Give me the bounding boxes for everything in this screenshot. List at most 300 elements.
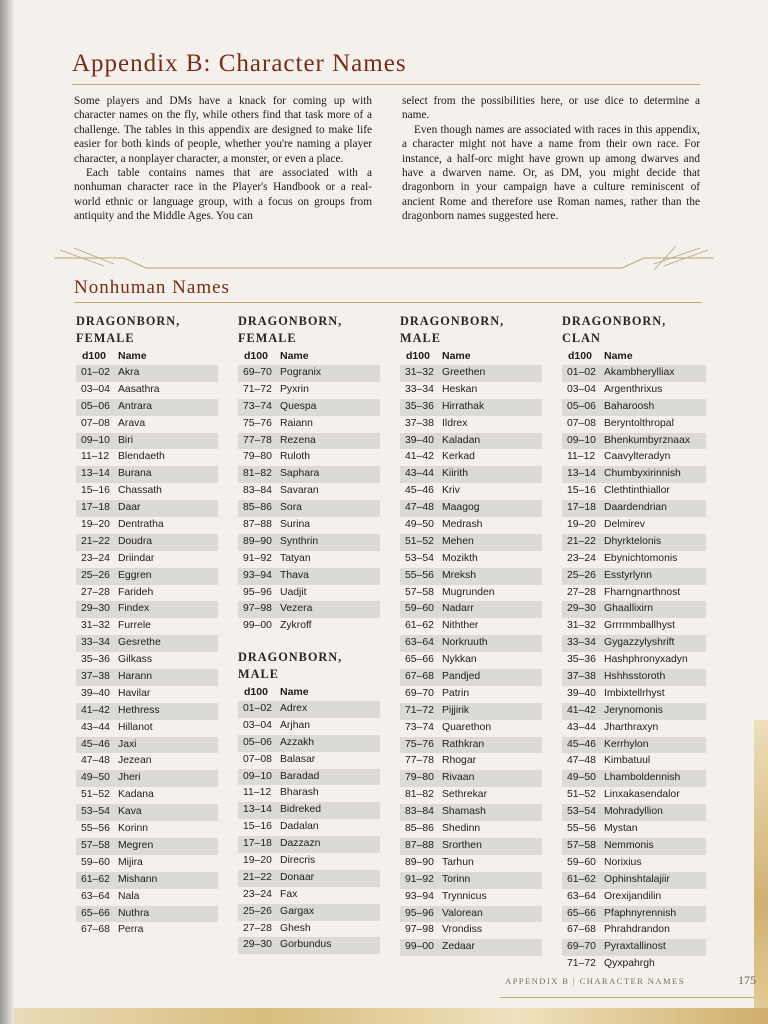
roll-cell: 79–80 [243,451,272,463]
roll-cell: 31–32 [405,367,434,378]
name-cell: Pogranix [280,367,322,378]
roll-cell: 05–06 [243,736,272,748]
table-row [76,804,218,821]
roll-cell: 29–30 [243,939,272,951]
header-name: Name [118,350,147,362]
roll-cell: 01–02 [567,367,596,378]
table-row [76,737,218,754]
roll-cell: 41–42 [81,704,110,716]
name-cell: Rathkran [442,738,485,750]
roll-cell: 95–96 [405,907,434,919]
table-row [562,500,706,517]
table-row [562,365,706,382]
name-cell: Argenthrixus [604,383,663,395]
name-cell: Gilkass [118,654,153,666]
table-row [76,686,218,703]
table-row [238,921,380,938]
table-row [400,585,542,602]
roll-cell: 97–98 [405,924,434,936]
name-cell: Shamash [442,806,486,818]
table-dragonborn-female-2 [238,313,380,635]
name-cell: Jheri [118,772,141,784]
page-number: 175 [738,973,756,987]
table-row [400,821,542,838]
table-row [238,500,380,517]
table-row [562,889,706,906]
intro-paragraph: Some players and DMs have a knack for coming up with character names on the fly, while others find that task more of a challenge. The tables in this appendix are designed to make life easier for both kinds of people, whether you're naming a player character, a nonplayer character, a monster, or even a place. [74,95,372,165]
name-cell: Zykroff [280,620,312,632]
name-cell: Arjhan [280,719,311,731]
table-row [76,922,218,939]
table-row [400,939,542,956]
table-row [562,601,706,618]
table-row [562,534,706,551]
table-row [562,399,706,416]
roll-cell: 21–22 [567,535,596,547]
gold-page-border [754,720,768,1024]
roll-cell: 55–56 [81,823,110,835]
table-row [562,416,706,433]
table-row [238,853,380,870]
header-name: Name [442,350,471,362]
table-row [562,652,706,669]
table-row [562,466,706,483]
table-row [76,601,218,618]
name-cell: Savaran [280,485,319,497]
roll-cell: 43–44 [567,721,596,733]
name-cell: Torinn [442,873,471,885]
table-row [562,635,706,652]
table-row [562,753,706,770]
roll-cell: 77–78 [405,755,434,767]
book-spine-shadow [0,0,14,1024]
table-row [400,635,542,652]
name-cell: Pyxrin [280,383,309,395]
table-row [562,551,706,568]
table-header [238,348,380,365]
table-row [400,737,542,754]
name-cell: Pfaphnyrennish [604,907,677,919]
name-cell: Qyxpahrgh [604,958,655,970]
table-row [562,703,706,720]
roll-cell: 73–74 [405,721,434,733]
name-cell: Surina [280,519,311,531]
table-row [400,500,542,517]
table-row [400,787,542,804]
name-cell: Findex [118,603,150,615]
roll-cell: 45–46 [81,738,110,750]
table-row [400,449,542,466]
table-row [400,399,542,416]
table-row [238,718,380,735]
table-row [76,517,218,534]
roll-cell: 53–54 [81,806,110,818]
roll-cell: 79–80 [405,772,434,784]
name-cell: Kava [118,806,142,818]
name-cell: Quespa [280,400,317,412]
name-cell: Kaladan [442,434,481,446]
roll-cell: 65–66 [81,907,110,919]
name-cell: Srorthen [442,839,482,851]
table-row [76,365,218,382]
intro-paragraph: Each table contains names that are associated with a nonhuman character race in the Player's Handbook or a real-world ethnic or language group, with a focus on groups from antiquity and the Middle Ages. You can [74,167,372,223]
table-row [562,922,706,939]
roll-cell: 45–46 [567,738,596,750]
table-row [562,906,706,923]
name-cell: Balasar [280,753,316,765]
name-cell: Lhamboldennish [604,772,681,784]
roll-cell: 23–24 [81,552,110,564]
name-cell: Mystan [604,823,638,835]
table-header [76,348,218,365]
roll-cell: 41–42 [567,704,596,716]
roll-cell: 65–66 [567,907,596,919]
roll-cell: 25–26 [567,569,596,581]
name-cell: Patrin [442,687,470,699]
roll-cell: 47–48 [567,755,596,767]
roll-cell: 29–30 [81,603,110,615]
table-row [76,838,218,855]
roll-cell: 09–10 [243,770,272,782]
roll-cell: 55–56 [567,823,596,835]
table-row [400,517,542,534]
roll-cell: 67–68 [81,924,110,936]
roll-cell: 51–52 [567,789,596,801]
name-cell: Kerrhylon [604,738,649,750]
roll-cell: 85–86 [243,502,272,514]
roll-cell: 09–10 [81,434,110,446]
table-row [238,836,380,853]
header-roll: d100 [568,350,592,362]
roll-cell: 39–40 [81,687,110,699]
name-cell: Perra [118,924,144,936]
table-dragonborn-male-1 [238,649,380,954]
roll-cell: 63–64 [567,890,596,902]
roll-cell: 57–58 [405,586,434,598]
roll-cell: 89–90 [405,856,434,868]
table-row [562,433,706,450]
roll-cell: 69–70 [567,941,596,953]
roll-cell: 17–18 [243,838,272,850]
name-cell: Gargax [280,905,315,917]
table-body [238,701,380,954]
roll-cell: 91–92 [405,873,434,885]
name-cell: Tarhun [442,856,474,868]
name-cell: Kiirith [442,468,468,480]
decorative-divider-ornament [54,246,714,272]
name-cell: Akambherylliax [604,367,675,378]
roll-cell: 61–62 [405,620,434,632]
table-row [562,737,706,754]
name-cell: Delmirev [604,519,645,531]
roll-cell: 13–14 [567,468,596,480]
name-cell: Rezena [280,434,316,446]
roll-cell: 51–52 [405,535,434,547]
name-cell: Kadana [118,789,154,801]
title-rule [72,84,700,85]
table-body [400,365,542,956]
name-cell: Orexijandilin [604,890,662,902]
section-title: Nonhuman Names [74,277,230,298]
roll-cell: 83–84 [243,485,272,497]
roll-cell: 93–94 [243,569,272,581]
name-cell: Mreksh [442,569,477,581]
roll-cell: 71–72 [405,704,434,716]
table-row [238,365,380,382]
name-cell: Harann [118,671,153,683]
name-cell: Gygazzylyshrift [604,637,675,649]
table-header [400,348,542,365]
table-row [400,365,542,382]
table-row [238,887,380,904]
name-cell: Chumbyxirinnish [604,468,681,480]
name-cell: Dazzazn [280,838,321,850]
table-title: DRAGONBORN, MALE [400,314,505,345]
name-cell: Driindar [118,552,155,564]
name-cell: Blendaeth [118,451,165,463]
table-row [238,769,380,786]
roll-cell: 21–22 [243,871,272,883]
table-header [562,348,706,365]
roll-cell: 31–32 [567,620,596,632]
name-cell: Raiann [280,417,313,429]
roll-cell: 07–08 [243,753,272,765]
table-row [238,466,380,483]
header-roll: d100 [82,350,106,362]
table-row [562,568,706,585]
roll-cell: 85–86 [405,823,434,835]
name-cell: Chassath [118,485,162,497]
header-name: Name [280,350,309,362]
roll-cell: 33–34 [567,637,596,649]
name-cell: Mehen [442,535,474,547]
name-cell: Direcris [280,855,316,867]
name-cell: Farideh [118,586,154,598]
name-cell: Hshhsstoroth [604,671,666,683]
roll-cell: 67–68 [405,671,434,683]
roll-cell: 31–32 [81,620,110,632]
table-row [400,466,542,483]
name-cell: Phrahdrandon [604,924,670,936]
roll-cell: 71–72 [567,958,596,970]
roll-cell: 21–22 [81,535,110,547]
roll-cell: 11–12 [243,787,272,799]
table-row [238,568,380,585]
table-dragonborn-female-1 [76,313,218,939]
table-row [76,703,218,720]
page-title: Appendix B: Character Names [72,50,407,77]
name-cell: Pandjed [442,671,481,683]
table-row [76,483,218,500]
table-title: DRAGONBORN, [76,314,181,328]
table-dragonborn-male-2 [400,313,542,956]
name-cell: Mozikth [442,552,478,564]
intro-column-left [74,94,372,224]
name-cell: Eggren [118,569,152,581]
name-cell: Biri [118,434,134,446]
name-cell: Baharoosh [604,400,655,412]
name-cell: Nykkan [442,654,477,666]
name-cell: Nuthra [118,907,150,919]
name-cell: Jaxi [118,738,137,750]
name-cell: Saphara [280,468,320,480]
roll-cell: 71–72 [243,383,272,395]
running-footer: APPENDIX B | CHARACTER NAMES [505,976,685,986]
roll-cell: 37–38 [567,671,596,683]
name-cell: Rhogar [442,755,477,767]
header-roll: d100 [244,686,268,698]
table-row [76,635,218,652]
table-row [562,483,706,500]
table-row [238,904,380,921]
table-row [238,752,380,769]
name-cell: Fax [280,888,298,900]
table-row [76,585,218,602]
name-cell: Vezera [280,603,313,615]
table-dragonborn-clan [562,313,706,973]
name-cell: Dhyrktelonis [604,535,662,547]
name-cell: Pyraxtallinost [604,941,666,953]
name-cell: Bharash [280,787,319,799]
roll-cell: 63–64 [405,637,434,649]
roll-cell: 69–70 [405,687,434,699]
roll-cell: 27–28 [243,922,272,934]
table-row [562,449,706,466]
roll-cell: 25–26 [81,569,110,581]
table-title: DRAGONBORN, [238,314,343,328]
table-row [400,534,542,551]
roll-cell: 09–10 [567,434,596,446]
roll-cell: 03–04 [81,383,110,395]
roll-cell: 99–00 [405,941,434,953]
section-rule [74,302,702,303]
table-row [76,652,218,669]
name-cell: Doudra [118,535,153,547]
roll-cell: 07–08 [81,417,110,429]
name-cell: Hashphronyxadyn [604,654,688,666]
table-row [238,449,380,466]
table-row [238,551,380,568]
table-row [238,585,380,602]
roll-cell: 93–94 [405,890,434,902]
table-row [400,720,542,737]
table-row [400,906,542,923]
roll-cell: 19–20 [81,519,110,531]
table-row [562,686,706,703]
roll-cell: 49–50 [81,772,110,784]
table-row [76,855,218,872]
name-cell: Hethress [118,704,160,716]
name-cell: Esstyrlynn [604,569,652,581]
table-row [76,787,218,804]
name-cell: Ildrex [442,417,468,429]
table-row [400,922,542,939]
roll-cell: 95–96 [243,586,272,598]
name-cell: Havilar [118,687,151,699]
name-cell: Ophinshtalajiir [604,873,670,885]
roll-cell: 87–88 [243,519,272,531]
table-row [238,483,380,500]
table-row [562,618,706,635]
name-cell: Bhenkumbyrznaax [604,434,691,446]
roll-cell: 49–50 [405,519,434,531]
name-cell: Maagog [442,502,480,514]
table-body [562,365,706,973]
roll-cell: 61–62 [81,873,110,885]
roll-cell: 59–60 [567,856,596,868]
header-name: Name [604,350,633,362]
table-row [76,500,218,517]
name-cell: Kimbatuul [604,755,651,767]
table-row [238,937,380,954]
table-row [238,802,380,819]
roll-cell: 15–16 [243,821,272,833]
table-row [76,906,218,923]
table-row [562,939,706,956]
table-row [238,870,380,887]
name-cell: Mishann [118,873,158,885]
roll-cell: 25–26 [243,905,272,917]
header-name: Name [280,686,309,698]
name-cell: Jerynomonis [604,704,663,716]
table-row [76,466,218,483]
roll-cell: 99–00 [243,620,272,632]
roll-cell: 43–44 [81,721,110,733]
roll-cell: 27–28 [81,586,110,598]
name-cell: Ebynichtomonis [604,552,678,564]
roll-cell: 39–40 [405,434,434,446]
table-row [562,872,706,889]
roll-cell: 75–76 [405,738,434,750]
table-body [76,365,218,939]
name-cell: Mugrunden [442,586,495,598]
table-row [562,720,706,737]
roll-cell: 53–54 [405,552,434,564]
name-cell: Grrrmmballhyst [604,620,676,632]
roll-cell: 37–38 [405,417,434,429]
table-row [238,601,380,618]
name-cell: Ruloth [280,451,311,463]
name-cell: Beryntolthropal [604,417,674,429]
name-cell: Dentratha [118,519,164,531]
name-cell: Quarethon [442,721,492,733]
name-cell: Nemmonis [604,839,654,851]
roll-cell: 77–78 [243,434,272,446]
intro-paragraph: Even though names are associated with races in this appendix, a character might not have a name from their own race. For instance, a half-orc might have grown up among dwarves and have a dwarven name. Or, as DM, you might decide that dragonborn in your campaign have a culture reminiscent of ancient Rome and therefore use Roman names, rather than the dragonborn names suggested here. [402,123,700,223]
name-cell: Azzakh [280,736,315,748]
name-cell: Jezean [118,755,152,767]
roll-cell: 49–50 [567,772,596,784]
roll-cell: 29–30 [567,603,596,615]
roll-cell: 19–20 [567,519,596,531]
roll-cell: 81–82 [243,468,272,480]
table-title-cont: FEMALE [238,331,297,345]
name-cell: Furrele [118,620,151,632]
table-row [562,770,706,787]
table-row [400,889,542,906]
table-row [400,838,542,855]
name-cell: Aasathra [118,383,160,395]
name-cell: Medrash [442,519,483,531]
name-cell: Imbixtellrhyst [604,687,665,699]
name-cell: Gesrethe [118,637,161,649]
roll-cell: 51–52 [81,789,110,801]
table-row [238,735,380,752]
name-cell: Sora [280,502,302,514]
name-cell: Adrex [280,703,308,714]
name-cell: Ghesh [280,922,311,934]
roll-cell: 33–34 [81,637,110,649]
